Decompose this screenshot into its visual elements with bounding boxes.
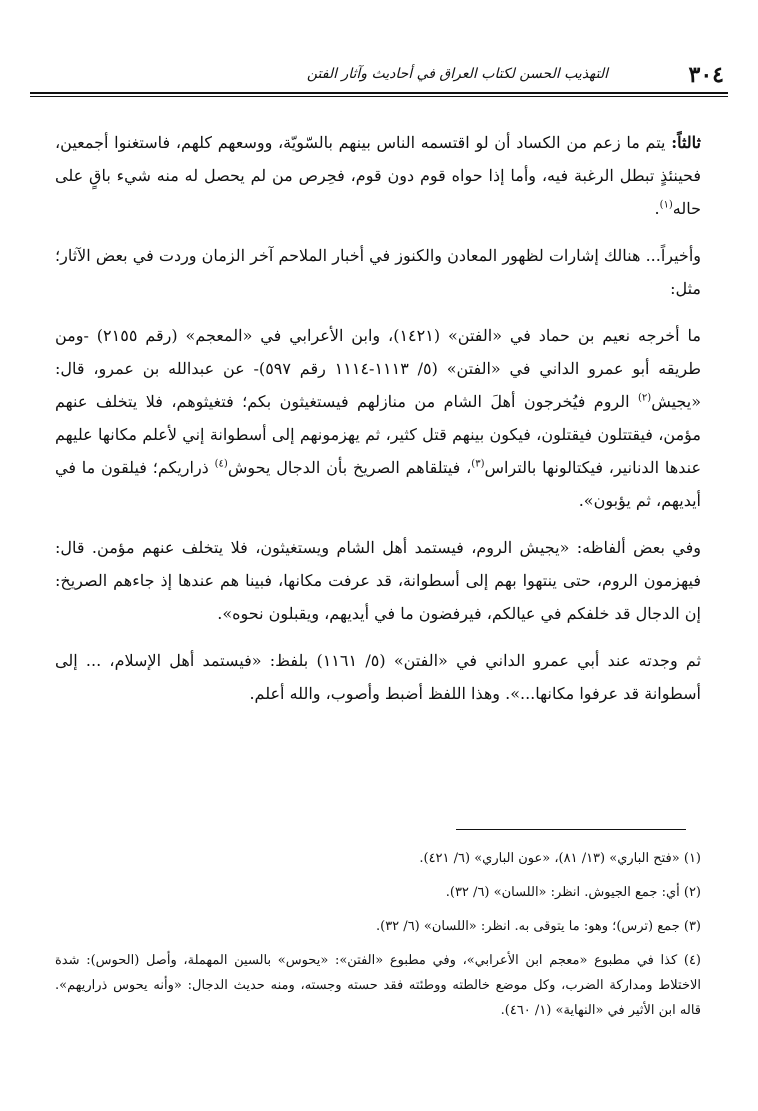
footnote-ref-3[interactable]: (٣): [471, 458, 485, 470]
paragraph-thirdly: [55, 126, 701, 225]
paragraph-text-end: .: [654, 199, 660, 218]
paragraph-text: يتم ما زعم من الكساد أن لو اقتسمه الناس بينهم بالسّويّة، ووسعهم كلهم، فاستغنوا أجمعين، فحينئذٍ تبطل الرغبة فيه، وأما إذا حواه قوم دون قوم، فحِرص من لم يحصل له منه شيء باقٍ على حاله: [55, 133, 701, 218]
header-rule-thin: [30, 96, 728, 97]
narration-text: ذراريكم؛ فيلقون ما في أيديهم، ثم يؤبون».: [55, 458, 701, 510]
page-number: ٣٠٤: [688, 62, 724, 88]
footnote-3: (٣) جمع (ترس)؛ وهو: ما يتوقى به. انظر: «اللسان» (٦/ ٣٢).: [375, 919, 701, 934]
paragraph-finally: وأخيراً... هنالك إشارات لظهور المعادن والكنوز في أخبار الملاحم آخر الزمان وردت في بعض الآثار؛ مثل:: [55, 246, 701, 298]
body-text: [55, 126, 701, 724]
page-header: [30, 58, 728, 98]
footnote-1: (١) «فتح الباري» (١٣/ ٨١)، «عون الباري» (٦/ ٤٢١).: [419, 851, 701, 866]
running-title: التهذيب الحسن لكتاب العراق في أحاديث وآثار الفتن: [306, 66, 608, 82]
header-rule: [30, 92, 728, 94]
footnote-separator: [456, 829, 686, 830]
footnote-ref-4[interactable]: (٤): [214, 458, 228, 470]
narration-text: ما أخرجه نعيم بن حماد في «الفتن» (١٤٢١)، وابن الأعرابي في «المعجم» (رقم ٢١٥٥) -ومن طريقه أبو عمرو الداني في «الفتن» (٥/ ١١١٣-١١١٤ رقم ٥٩٧)- عن عبدالله بن عمرو، قال: «يجيش: [55, 326, 701, 411]
footnote-ref-2[interactable]: (٢): [638, 392, 652, 404]
footnote-2: (٢) أي: جمع الجيوش. انظر: «اللسان» (٦/ ٣٢).: [445, 885, 701, 900]
paragraph-conclusion: ثم وجدته عند أبي عمرو الداني في «الفتن» (٥/ ١١٦١) بلفظ: «فيستمد أهل الإسلام، ... إلى أسطوانة قد عرفوا مكانها...». وهذا اللفظ أضبط وأصوب، والله أعلم.: [55, 651, 702, 703]
narration-text: الروم فيُخرجون أهلَ الشام من منازلهم فيستغيثون بكم؛ فتغيثوهم، فلا يتخلف عنهم مؤمن، فيقتتلون فيقتلون، فيكون بينهم قتل كثير، ثم يهزمونهم إلى أسطوانة إني لأعلم مكانها عليهم عندها الدنانير، فيكتالونها بالتراس: [55, 392, 702, 477]
paragraph-narration: [55, 319, 701, 517]
paragraph-variant-wording: وفي بعض ألفاظه: «يجيش الروم، فيستمد أهل الشام ويستغيثون، فلا يتخلف عنهم مؤمن. قال: فيهزمون الروم، حتى ينتهوا بهم إلى أسطوانة، قد عرفت مكانها، فبينا هم عندها إذ جاءهم الصريخ: إن الدجال قد خلفكم في عيالكم، فيرفضون ما في أيديهم، ويقبلون نحوه».: [55, 538, 701, 623]
footnote-ref-1[interactable]: (١): [659, 199, 673, 211]
footnotes: [55, 846, 701, 1032]
narration-text: ، فيتلقاهم الصريخ بأن الدجال يحوش: [227, 458, 472, 477]
paragraph-lead: ثالثاً:: [671, 133, 701, 152]
footnote-4: (٤) كذا في مطبوع «معجم ابن الأعرابي»، وفي مطبوع «الفتن»: «يحوس» بالسين المهملة، وأصل (الحوس): شدة الاختلاط ومداركة الضرب، وكل موضع خالطته ووطئته فقد حسته وجسته، ومنه حديث الدجال: «وأنه يحوس ذراريهم». قاله ابن الأثير في «النهاية» (١/ ٤٦٠).: [55, 953, 701, 1018]
